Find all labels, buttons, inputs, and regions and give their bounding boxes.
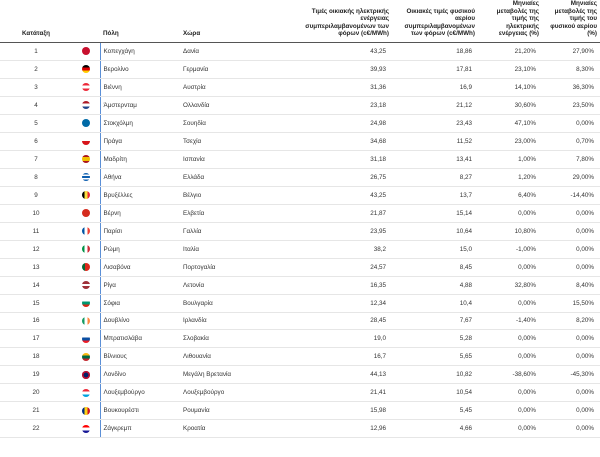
sweden-flag-icon [82, 119, 90, 127]
gas-price-cell: 10,4 [392, 294, 478, 312]
electricity-price-cell: 38,2 [300, 240, 392, 258]
electricity-change-cell: 0,00% [478, 258, 542, 276]
flag-cell [72, 402, 100, 420]
rank-cell: 9 [0, 186, 72, 204]
gas-price-cell: 15,0 [392, 240, 478, 258]
city-cell: Βέρνη [100, 204, 180, 222]
city-cell: Πράγα [100, 132, 180, 150]
electricity-change-cell: 0,00% [478, 402, 542, 420]
flag-cell [72, 168, 100, 186]
header-country[interactable]: Χώρα [180, 0, 300, 42]
table-row [0, 402, 600, 420]
gas-price-cell: 17,81 [392, 60, 478, 78]
gas-change-cell: 0,00% [542, 330, 600, 348]
flag-cell [72, 204, 100, 222]
table-row [0, 222, 600, 240]
rank-cell: 1 [0, 42, 72, 60]
electricity-change-cell: 23,10% [478, 60, 542, 78]
france-flag-icon [82, 227, 90, 235]
electricity-change-cell: 14,10% [478, 78, 542, 96]
country-cell: Ελβετία [180, 204, 300, 222]
flag-cell [72, 276, 100, 294]
latvia-flag-icon [82, 281, 90, 289]
gas-change-cell: -14,40% [542, 186, 600, 204]
gas-change-cell: 0,00% [542, 114, 600, 132]
table-row [0, 240, 600, 258]
electricity-change-cell: 23,00% [478, 132, 542, 150]
italy-flag-icon [82, 245, 90, 253]
country-cell: Ολλανδία [180, 96, 300, 114]
country-cell: Πορτογαλία [180, 258, 300, 276]
gas-change-cell: 0,00% [542, 258, 600, 276]
rank-cell: 10 [0, 204, 72, 222]
rank-cell: 15 [0, 294, 72, 312]
luxembourg-flag-icon [82, 389, 90, 397]
uk-flag-icon [82, 371, 90, 379]
flag-cell [72, 312, 100, 330]
gas-change-cell: 29,00% [542, 168, 600, 186]
electricity-price-cell: 31,36 [300, 78, 392, 96]
flag-cell [72, 60, 100, 78]
country-cell: Λετονία [180, 276, 300, 294]
electricity-price-cell: 43,25 [300, 42, 392, 60]
flag-cell [72, 348, 100, 366]
electricity-change-cell: 1,00% [478, 150, 542, 168]
electricity-change-cell: 0,00% [478, 384, 542, 402]
city-cell: Ρώμη [100, 240, 180, 258]
rank-cell: 19 [0, 366, 72, 384]
table-row [0, 78, 600, 96]
city-cell: Βιέννη [100, 78, 180, 96]
header-gas-change[interactable]: Μηνιαίες μεταβολές της τιμής του φυσικού αερίου (%) [542, 0, 600, 42]
country-cell: Μεγάλη Βρετανία [180, 366, 300, 384]
electricity-price-cell: 44,13 [300, 366, 392, 384]
gas-change-cell: 8,40% [542, 276, 600, 294]
city-cell: Μαδρίτη [100, 150, 180, 168]
country-cell: Βέλγιο [180, 186, 300, 204]
table-row [0, 294, 600, 312]
gas-price-cell: 10,64 [392, 222, 478, 240]
city-cell: Βίλνιους [100, 348, 180, 366]
spain-flag-icon [82, 155, 90, 163]
flag-cell [72, 222, 100, 240]
flag-cell [72, 96, 100, 114]
country-cell: Σουηδία [180, 114, 300, 132]
city-cell: Βερολίνο [100, 60, 180, 78]
electricity-price-cell: 21,41 [300, 384, 392, 402]
header-gas-price[interactable]: Οικιακές τιμές φυσικού αερίου συμπεριλαμβανομένων των φόρων (c€/MWh) [392, 0, 478, 42]
gas-change-cell: 8,20% [542, 312, 600, 330]
electricity-change-cell: 0,00% [478, 420, 542, 438]
gas-change-cell: 0,00% [542, 420, 600, 438]
table-row [0, 258, 600, 276]
electricity-change-cell: 0,00% [478, 348, 542, 366]
belgium-flag-icon [82, 191, 90, 199]
electricity-price-cell: 19,0 [300, 330, 392, 348]
gas-price-cell: 8,27 [392, 168, 478, 186]
electricity-price-cell: 31,18 [300, 150, 392, 168]
country-cell: Ισπανία [180, 150, 300, 168]
rank-cell: 16 [0, 312, 72, 330]
table-row [0, 330, 600, 348]
city-cell: Ζάγκρεμπ [100, 420, 180, 438]
header-flag [72, 0, 100, 42]
city-cell: Λισαβόνα [100, 258, 180, 276]
rank-cell: 21 [0, 402, 72, 420]
gas-price-cell: 10,54 [392, 384, 478, 402]
table-row [0, 348, 600, 366]
country-cell: Ρουμανία [180, 402, 300, 420]
header-electricity-price[interactable]: Τιμές οικιακής ηλεκτρικής ενέργειας συμπεριλαμβανομένων των φόρων (c€/MWh) [300, 0, 392, 42]
country-cell: Αυστρία [180, 78, 300, 96]
gas-price-cell: 10,82 [392, 366, 478, 384]
gas-price-cell: 7,67 [392, 312, 478, 330]
flag-cell [72, 114, 100, 132]
header-rank[interactable]: Κατάταξη [0, 0, 72, 42]
flag-cell [72, 258, 100, 276]
gas-change-cell: 0,00% [542, 204, 600, 222]
rank-cell: 17 [0, 330, 72, 348]
electricity-change-cell: 1,20% [478, 168, 542, 186]
electricity-price-cell: 43,25 [300, 186, 392, 204]
gas-change-cell: 8,30% [542, 60, 600, 78]
electricity-change-cell: 0,00% [478, 294, 542, 312]
city-cell: Βουκουρέστι [100, 402, 180, 420]
table-body [0, 42, 600, 437]
gas-change-cell: 0,00% [542, 348, 600, 366]
gas-price-cell: 21,12 [392, 96, 478, 114]
table-row [0, 312, 600, 330]
gas-change-cell: 0,00% [542, 240, 600, 258]
city-cell: Μπρατισλάβα [100, 330, 180, 348]
gas-price-cell: 18,86 [392, 42, 478, 60]
city-cell: Ρίγα [100, 276, 180, 294]
flag-cell [72, 330, 100, 348]
gas-price-cell: 5,65 [392, 348, 478, 366]
electricity-price-cell: 34,68 [300, 132, 392, 150]
czechia-flag-icon [82, 137, 90, 145]
table-row [0, 384, 600, 402]
electricity-change-cell: -1,00% [478, 240, 542, 258]
country-cell: Γαλλία [180, 222, 300, 240]
rank-cell: 13 [0, 258, 72, 276]
table-row [0, 132, 600, 150]
table-row [0, 186, 600, 204]
bulgaria-flag-icon [82, 299, 90, 307]
rank-cell: 7 [0, 150, 72, 168]
germany-flag-icon [82, 65, 90, 73]
country-cell: Λιθουανία [180, 348, 300, 366]
city-cell: Παρίσι [100, 222, 180, 240]
city-cell: Σόφια [100, 294, 180, 312]
country-cell: Λουξεμβούργο [180, 384, 300, 402]
gas-price-cell: 13,7 [392, 186, 478, 204]
rank-cell: 22 [0, 420, 72, 438]
rank-cell: 3 [0, 78, 72, 96]
gas-price-cell: 15,14 [392, 204, 478, 222]
rank-cell: 14 [0, 276, 72, 294]
greece-flag-icon [82, 173, 90, 181]
city-cell: Βρυξέλλες [100, 186, 180, 204]
table-row [0, 420, 600, 438]
gas-change-cell: -45,30% [542, 366, 600, 384]
electricity-price-cell: 23,18 [300, 96, 392, 114]
denmark-flag-icon [82, 47, 90, 55]
rank-cell: 6 [0, 132, 72, 150]
gas-price-cell: 8,45 [392, 258, 478, 276]
electricity-change-cell: -1,40% [478, 312, 542, 330]
electricity-price-cell: 15,98 [300, 402, 392, 420]
electricity-price-cell: 21,87 [300, 204, 392, 222]
city-cell: Άμστερνταμ [100, 96, 180, 114]
rank-cell: 2 [0, 60, 72, 78]
country-cell: Κροατία [180, 420, 300, 438]
electricity-price-cell: 39,93 [300, 60, 392, 78]
header-city[interactable]: Πόλη [100, 0, 180, 42]
gas-change-cell: 7,80% [542, 150, 600, 168]
rank-cell: 12 [0, 240, 72, 258]
electricity-change-cell: 30,60% [478, 96, 542, 114]
flag-cell [72, 294, 100, 312]
city-cell: Κοπεγχάγη [100, 42, 180, 60]
netherlands-flag-icon [82, 101, 90, 109]
table-row [0, 168, 600, 186]
gas-price-cell: 4,66 [392, 420, 478, 438]
electricity-change-cell: 21,20% [478, 42, 542, 60]
gas-price-cell: 16,9 [392, 78, 478, 96]
gas-price-cell: 11,52 [392, 132, 478, 150]
table-row [0, 60, 600, 78]
country-cell: Ιταλία [180, 240, 300, 258]
table-row [0, 96, 600, 114]
flag-cell [72, 240, 100, 258]
electricity-price-cell: 24,57 [300, 258, 392, 276]
ireland-flag-icon [82, 317, 90, 325]
slovakia-flag-icon [82, 335, 90, 343]
gas-price-cell: 5,45 [392, 402, 478, 420]
flag-cell [72, 132, 100, 150]
croatia-flag-icon [82, 425, 90, 433]
table-row [0, 276, 600, 294]
flag-cell [72, 384, 100, 402]
electricity-change-cell: 47,10% [478, 114, 542, 132]
electricity-price-cell: 28,45 [300, 312, 392, 330]
gas-price-cell: 5,28 [392, 330, 478, 348]
header-electricity-change[interactable]: Μηνιαίες μεταβολές της τιμής της ηλεκτρικής ενέργειας (%) [478, 0, 542, 42]
flag-cell [72, 420, 100, 438]
electricity-change-cell: 6,40% [478, 186, 542, 204]
electricity-price-cell: 16,7 [300, 348, 392, 366]
table-row [0, 42, 600, 60]
gas-change-cell: 23,50% [542, 96, 600, 114]
gas-change-cell: 36,30% [542, 78, 600, 96]
flag-cell [72, 150, 100, 168]
electricity-price-cell: 23,95 [300, 222, 392, 240]
flag-cell [72, 366, 100, 384]
electricity-change-cell: 32,80% [478, 276, 542, 294]
country-cell: Δανία [180, 42, 300, 60]
electricity-change-cell: 0,00% [478, 204, 542, 222]
lithuania-flag-icon [82, 353, 90, 361]
rank-cell: 8 [0, 168, 72, 186]
gas-change-cell: 27,90% [542, 42, 600, 60]
gas-change-cell: 0,00% [542, 402, 600, 420]
table-row [0, 114, 600, 132]
rank-cell: 11 [0, 222, 72, 240]
country-cell: Γερμανία [180, 60, 300, 78]
country-cell: Ιρλανδία [180, 312, 300, 330]
table-row [0, 366, 600, 384]
electricity-change-cell: 0,00% [478, 330, 542, 348]
country-cell: Ελλάδα [180, 168, 300, 186]
table-row [0, 150, 600, 168]
electricity-price-cell: 12,96 [300, 420, 392, 438]
gas-price-cell: 4,88 [392, 276, 478, 294]
gas-change-cell: 15,50% [542, 294, 600, 312]
rank-cell: 5 [0, 114, 72, 132]
country-cell: Βουλγαρία [180, 294, 300, 312]
flag-cell [72, 42, 100, 60]
city-cell: Δουβλίνο [100, 312, 180, 330]
romania-flag-icon [82, 407, 90, 415]
portugal-flag-icon [82, 263, 90, 271]
city-cell: Αθήνα [100, 168, 180, 186]
header-row [0, 0, 600, 42]
rank-cell: 4 [0, 96, 72, 114]
city-cell: Λουξεμβούργο [100, 384, 180, 402]
flag-cell [72, 78, 100, 96]
country-cell: Σλοβακία [180, 330, 300, 348]
electricity-price-cell: 26,75 [300, 168, 392, 186]
city-cell: Λονδίνο [100, 366, 180, 384]
switzerland-flag-icon [82, 209, 90, 217]
electricity-price-cell: 16,35 [300, 276, 392, 294]
table-row [0, 204, 600, 222]
city-cell: Στοκχόλμη [100, 114, 180, 132]
rank-cell: 20 [0, 384, 72, 402]
electricity-price-cell: 12,34 [300, 294, 392, 312]
gas-price-cell: 23,43 [392, 114, 478, 132]
gas-change-cell: 0,70% [542, 132, 600, 150]
gas-change-cell: 0,00% [542, 384, 600, 402]
electricity-change-cell: -38,60% [478, 366, 542, 384]
austria-flag-icon [82, 83, 90, 91]
country-cell: Τσεχία [180, 132, 300, 150]
electricity-price-cell: 24,98 [300, 114, 392, 132]
gas-price-cell: 13,41 [392, 150, 478, 168]
electricity-change-cell: 10,80% [478, 222, 542, 240]
flag-cell [72, 186, 100, 204]
rank-cell: 18 [0, 348, 72, 366]
gas-change-cell: 0,00% [542, 222, 600, 240]
